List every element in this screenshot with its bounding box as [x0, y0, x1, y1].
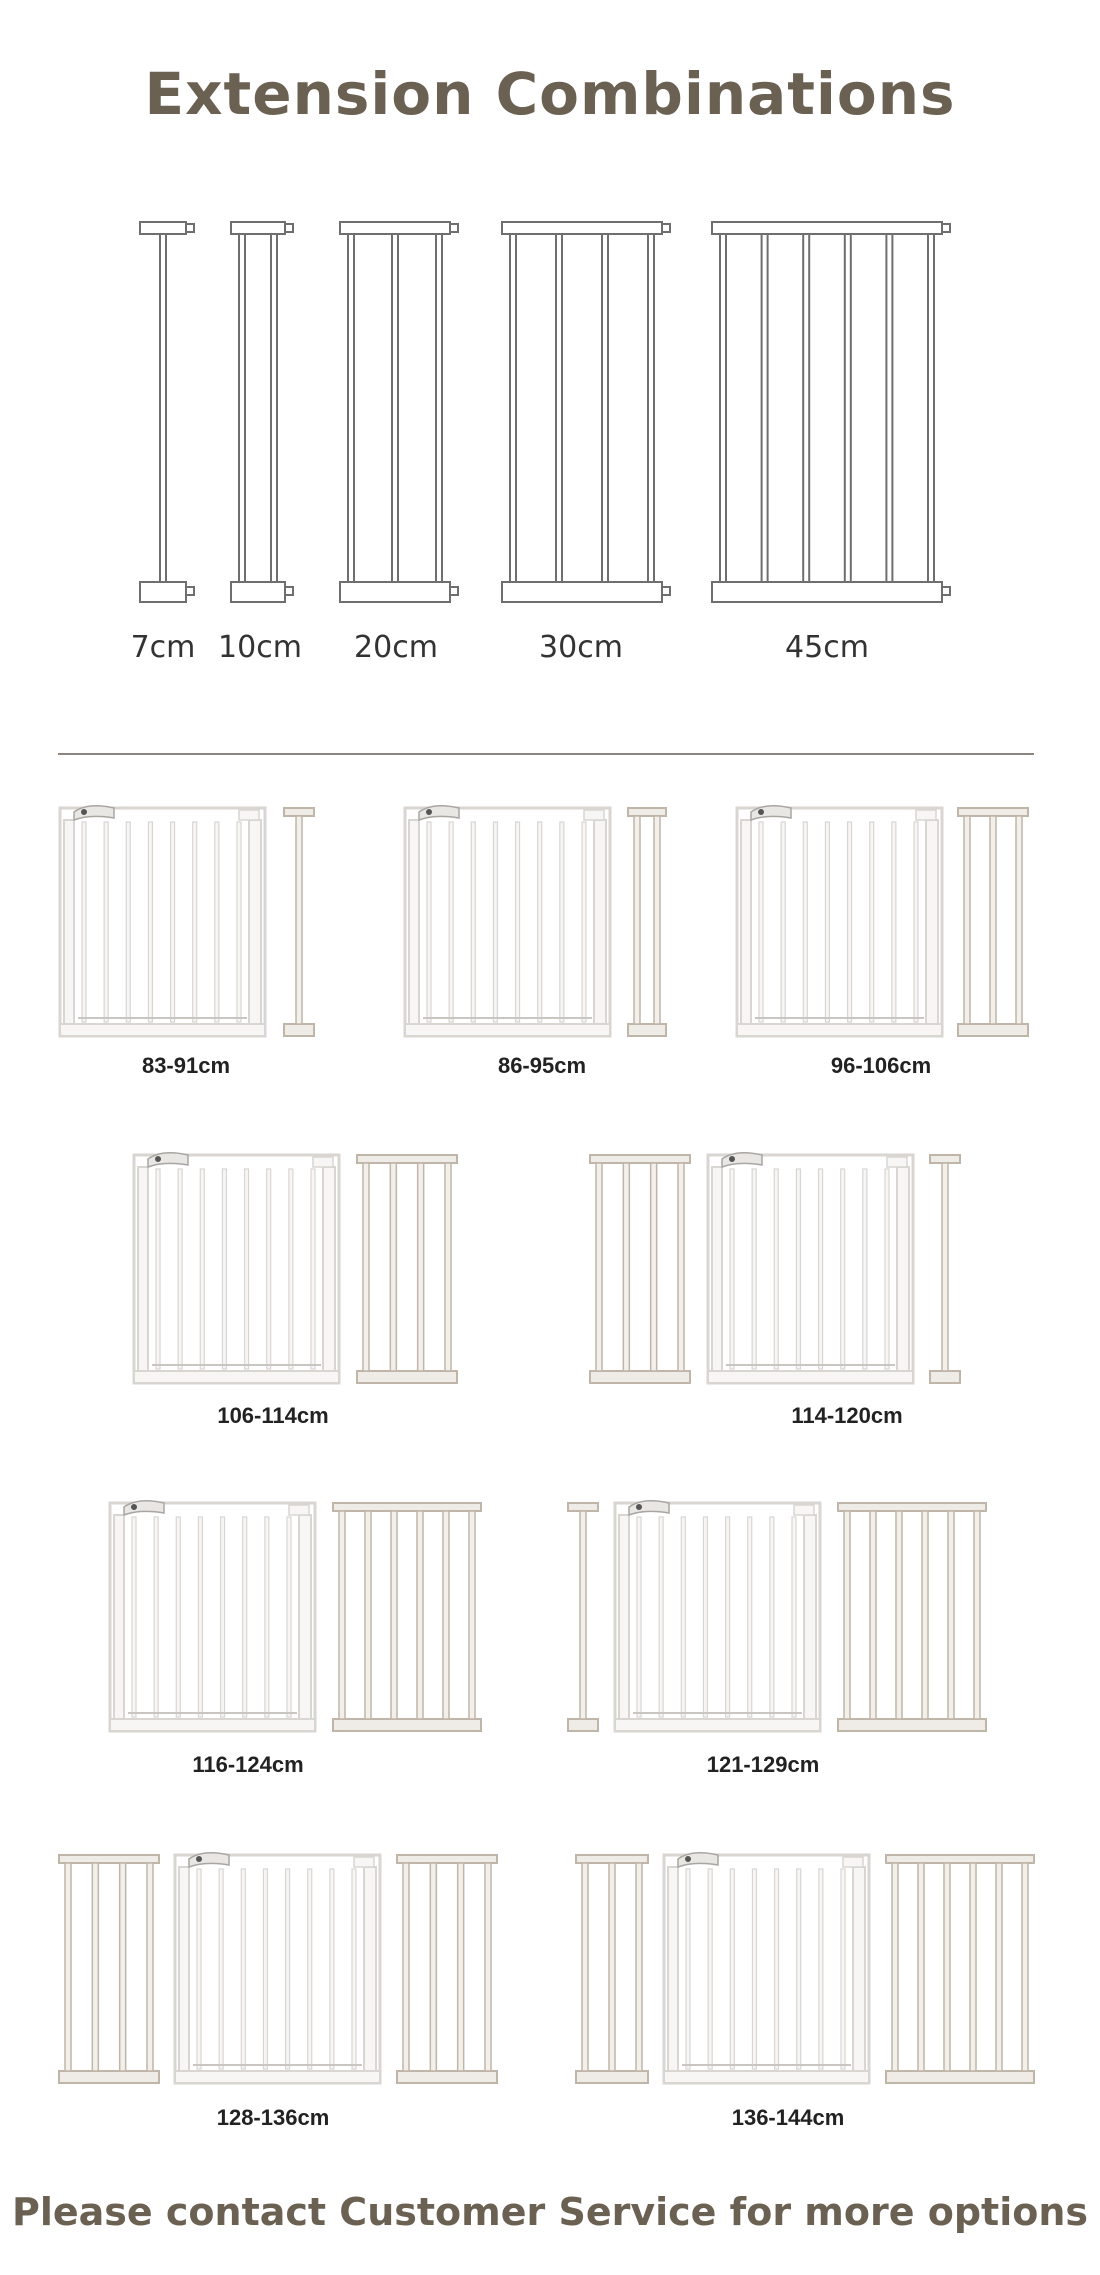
- extension-96-106: [958, 808, 1028, 1036]
- combo-label-128-136: 128-136cm: [216, 2105, 330, 2130]
- contact-note: Please contact Customer Service for more options: [11, 2190, 1089, 2234]
- combo-label-136-144: 136-144cm: [731, 2105, 845, 2130]
- gate-116-124: [110, 1501, 315, 1731]
- extension-128-136-b: [397, 1855, 497, 2083]
- extension-20cm-drawing: [340, 222, 458, 602]
- gate-106-114: [134, 1153, 339, 1383]
- gate-114-120: [708, 1153, 913, 1383]
- extension-label-10cm: 10cm: [218, 630, 302, 665]
- combo-label-114-120: 114-120cm: [791, 1403, 903, 1428]
- gate-136-144: [664, 1853, 869, 2083]
- extension-86-95: [628, 808, 666, 1036]
- extension-label-7cm: 7cm: [130, 630, 196, 665]
- gate-121-129: [615, 1501, 820, 1731]
- extension-136-144-b: [886, 1855, 1034, 2083]
- extension-30cm-drawing: [502, 222, 670, 602]
- combo-label-83-91: 83-91cm: [141, 1053, 231, 1078]
- extension-106-114: [357, 1155, 457, 1383]
- extension-label-30cm: 30cm: [539, 630, 623, 665]
- extension-116-124: [333, 1503, 481, 1731]
- extension-136-144-a: [576, 1855, 648, 2083]
- extension-45cm-drawing: [712, 222, 950, 602]
- extension-7cm-drawing: [140, 222, 194, 602]
- combo-label-121-129: 121-129cm: [706, 1752, 820, 1777]
- combo-label-116-124: 116-124cm: [192, 1752, 304, 1777]
- extension-83-91: [284, 808, 314, 1036]
- extension-label-45cm: 45cm: [785, 630, 869, 665]
- extension-121-129-b: [838, 1503, 986, 1731]
- combo-label-106-114: 106-114cm: [217, 1403, 329, 1428]
- section-divider: [58, 753, 1034, 755]
- combo-label-86-95: 86-95cm: [497, 1053, 587, 1078]
- gate-128-136: [175, 1853, 380, 2083]
- combo-label-96-106: 96-106cm: [830, 1053, 932, 1078]
- extension-label-20cm: 20cm: [354, 630, 438, 665]
- page-title: Extension Combinations: [144, 60, 956, 128]
- extension-128-136-a: [59, 1855, 159, 2083]
- extension-121-129-a: [568, 1503, 598, 1731]
- gate-83-91: [60, 806, 265, 1036]
- gate-96-106: [737, 806, 942, 1036]
- extension-114-120-b: [930, 1155, 960, 1383]
- gate-86-95: [405, 806, 610, 1036]
- extension-10cm-drawing: [231, 222, 293, 602]
- extension-114-120-a: [590, 1155, 690, 1383]
